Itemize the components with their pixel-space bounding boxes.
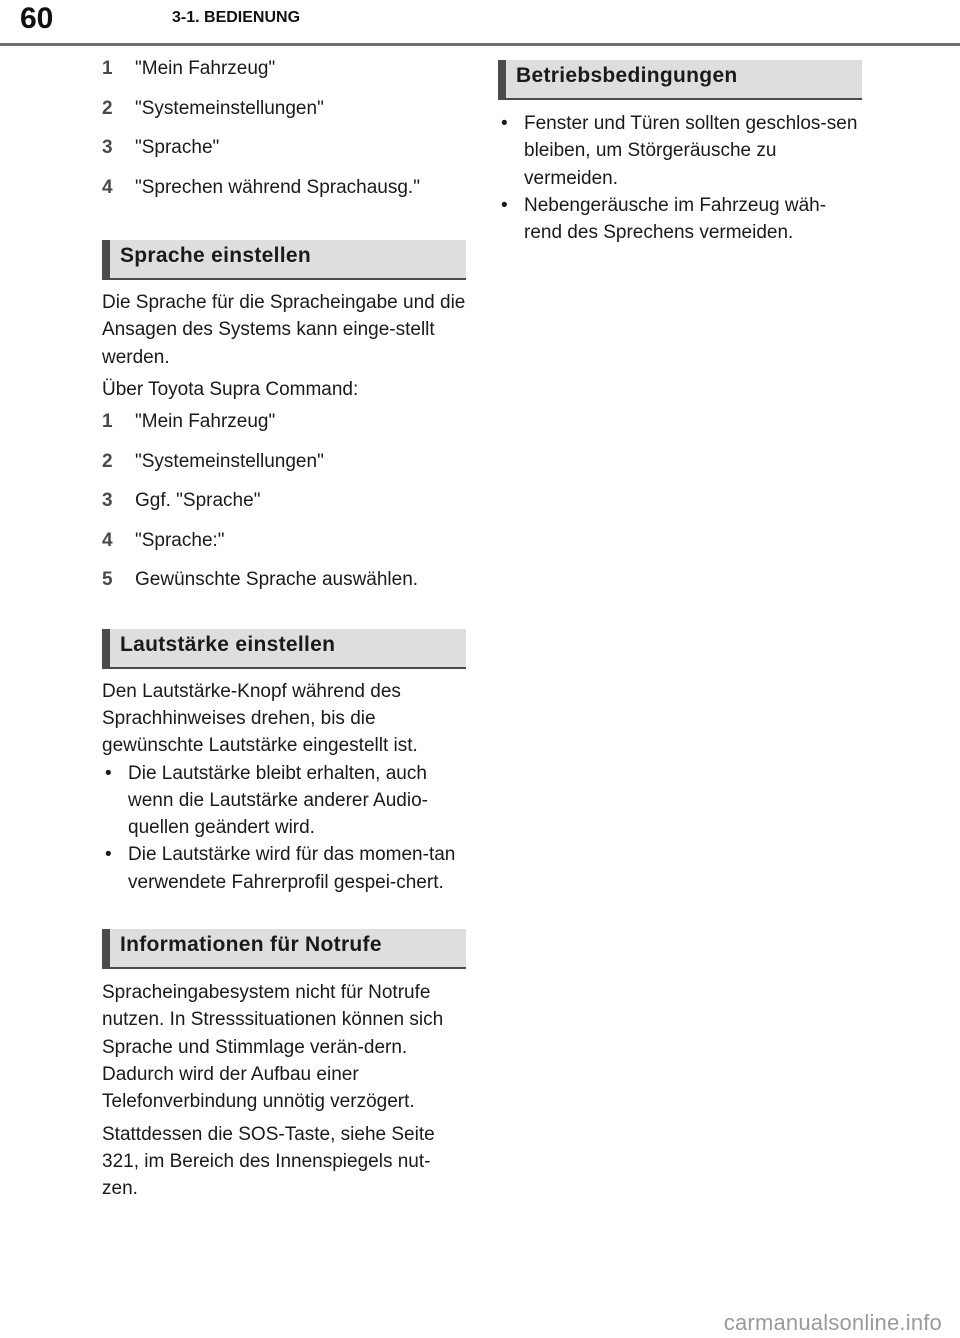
- step-item: [102, 405, 466, 445]
- notrufe-paragraph-2: Stattdessen die SOS-Taste, siehe Seite 321, im Bereich des Innenspiegels nut-zen.: [102, 1123, 435, 1200]
- step-text: "Systemeinstellungen": [135, 450, 324, 472]
- notrufe-paragraph-1: Spracheingabesystem nicht für Notrufe nutzen. In Stresssituationen können sich Sprache und Stimmlage verän-dern. Dadurch wird der Aufbau einer Telefonverbindung unnötig verzögert.: [102, 982, 444, 1113]
- step-text: "Sprache": [135, 137, 220, 158]
- section-heading-betrieb: [498, 60, 862, 100]
- bullet-dot: •: [501, 113, 508, 134]
- step-text: "Sprache:": [135, 529, 225, 551]
- section-heading-notrufe: [102, 929, 466, 969]
- bullet-dot: •: [105, 762, 112, 784]
- bullet-item: [102, 841, 466, 896]
- step-number: 3: [102, 490, 113, 512]
- watermark-link[interactable]: carmanualsonline.info: [723, 1310, 942, 1335]
- section-heading-text: Betriebsbedingungen: [516, 64, 738, 87]
- step-number: 5: [102, 569, 113, 591]
- step-number: 4: [102, 529, 113, 551]
- step-item: [102, 131, 466, 171]
- step-number: 3: [102, 137, 113, 158]
- step-item: [102, 563, 466, 603]
- bullet-dot: •: [501, 194, 508, 216]
- section-heading-text: Informationen für Notrufe: [120, 933, 382, 957]
- step-item: [102, 484, 466, 524]
- step-number: 4: [102, 176, 113, 198]
- bullet-item: [498, 192, 862, 247]
- step-text: "Mein Fahrzeug": [135, 411, 276, 433]
- step-text: "Mein Fahrzeug": [135, 58, 276, 79]
- section-heading-text: Sprache einstellen: [120, 244, 311, 267]
- bullet-text: Fenster und Türen sollten geschlos-sen bleiben, um Störgeräusche zu vermeiden.: [524, 113, 858, 189]
- page-number: 60: [20, 2, 54, 35]
- step-text: Ggf. "Sprache": [135, 490, 261, 512]
- section-heading-text: Lautstärke einstellen: [120, 632, 336, 656]
- step-number: 2: [102, 97, 113, 119]
- chapter-title: 3-1. BEDIENUNG: [172, 9, 301, 26]
- section-heading-lautstaerke: [102, 629, 466, 669]
- step-text: Gewünschte Sprache auswählen.: [135, 569, 419, 591]
- bullet-item: [102, 760, 466, 842]
- sprache-steps-list: [102, 405, 466, 603]
- step-text: "Sprechen während Sprachausg.": [135, 176, 420, 198]
- betrieb-bullets: [498, 110, 862, 246]
- step-item: [102, 92, 466, 132]
- lautstaerke-intro: Den Lautstärke-Knopf während des Sprachhinweises drehen, bis die gewünschte Lautstärke eingestellt ist.: [102, 680, 418, 757]
- bullet-text: Nebengeräusche im Fahrzeug wäh-rend des Sprechens vermeiden.: [524, 194, 827, 244]
- step-number: 2: [102, 450, 113, 472]
- section-heading-sprache: [102, 240, 466, 280]
- steps-list-top: [102, 52, 466, 210]
- bullet-text: Die Lautstärke bleibt erhalten, auch wenn die Lautstärke anderer Audio-quellen geändert wird.: [128, 762, 428, 839]
- left-column: [102, 52, 466, 1202]
- bullet-text: Die Lautstärke wird für das momen-tan verwendete Fahrerprofil gespei-chert.: [128, 844, 456, 893]
- step-number: 1: [102, 411, 113, 433]
- step-text: "Systemeinstellungen": [135, 97, 324, 119]
- step-number: 1: [102, 58, 113, 79]
- sprache-intro: Die Sprache für die Spracheingabe und die Ansagen des Systems kann einge-stellt werden.: [102, 292, 466, 368]
- header-rule: [0, 43, 960, 46]
- step-item: [102, 524, 466, 564]
- step-item: [102, 445, 466, 485]
- bullet-item: [498, 110, 862, 192]
- sprache-via: Über Toyota Supra Command:: [102, 378, 359, 400]
- bullet-dot: •: [105, 844, 112, 866]
- step-item: [102, 52, 466, 92]
- right-column: [498, 60, 862, 246]
- step-item: [102, 171, 466, 211]
